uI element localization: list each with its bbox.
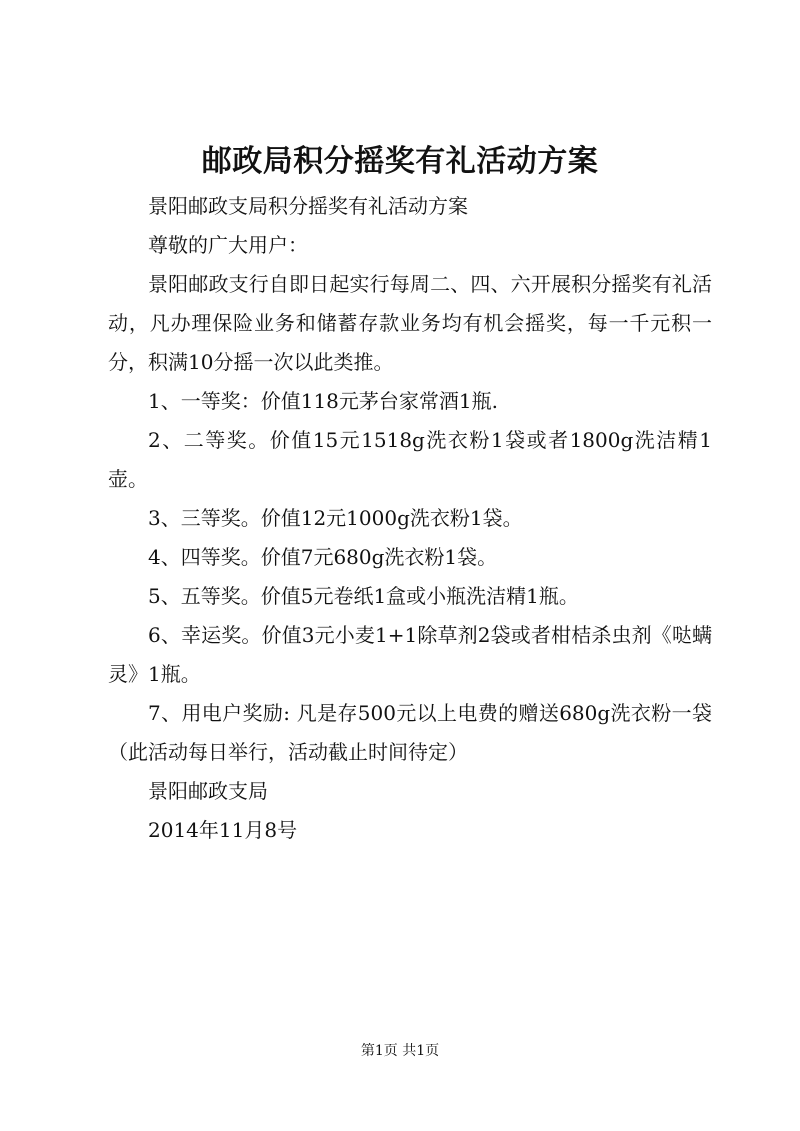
prize-item-7: 7、用电户奖励: 凡是存500元以上电费的赠送680g洗衣粉一袋（此活动每日举行，活动截止时间待定） — [108, 701, 712, 764]
document-title: 邮政局积分摇奖有礼活动方案 — [201, 144, 599, 179]
signature-organization: 景阳邮政支局 — [148, 779, 268, 803]
prize-item-3: 3、三等奖。价值12元1000g洗衣粉1袋。 — [148, 506, 523, 530]
prize-item-6: 6、幸运奖。价值3元小麦1+1除草剂2袋或者柑桔杀虫剂《哒螨灵》1瓶。 — [108, 623, 712, 686]
subtitle-paragraph: 景阳邮政支局积分摇奖有礼活动方案 — [148, 194, 468, 218]
signature-date: 2014年11月8号 — [148, 818, 298, 842]
intro-paragraph: 景阳邮政支行自即日起实行每周二、四、六开展积分摇奖有礼活动，凡办理保险业务和储蓄存款业务均有机会摇奖，每一千元积一分，积满10分摇一次以此类推。 — [108, 272, 712, 374]
salutation-paragraph: 尊敬的广大用户： — [148, 233, 308, 257]
prize-item-5: 5、五等奖。价值5元卷纸1盒或小瓶洗洁精1瓶。 — [148, 584, 579, 608]
page-footer: 第1页 共1页 — [360, 1043, 440, 1059]
prize-item-1: 1、一等奖：价值118元茅台家常酒1瓶. — [148, 389, 498, 413]
document-body — [108, 187, 712, 850]
prize-item-2: 2、二等奖。价值15元1518g洗衣粉1袋或者1800g洗洁精1壶。 — [108, 428, 712, 491]
prize-item-4: 4、四等奖。价值7元680g洗衣粉1袋。 — [148, 545, 498, 569]
